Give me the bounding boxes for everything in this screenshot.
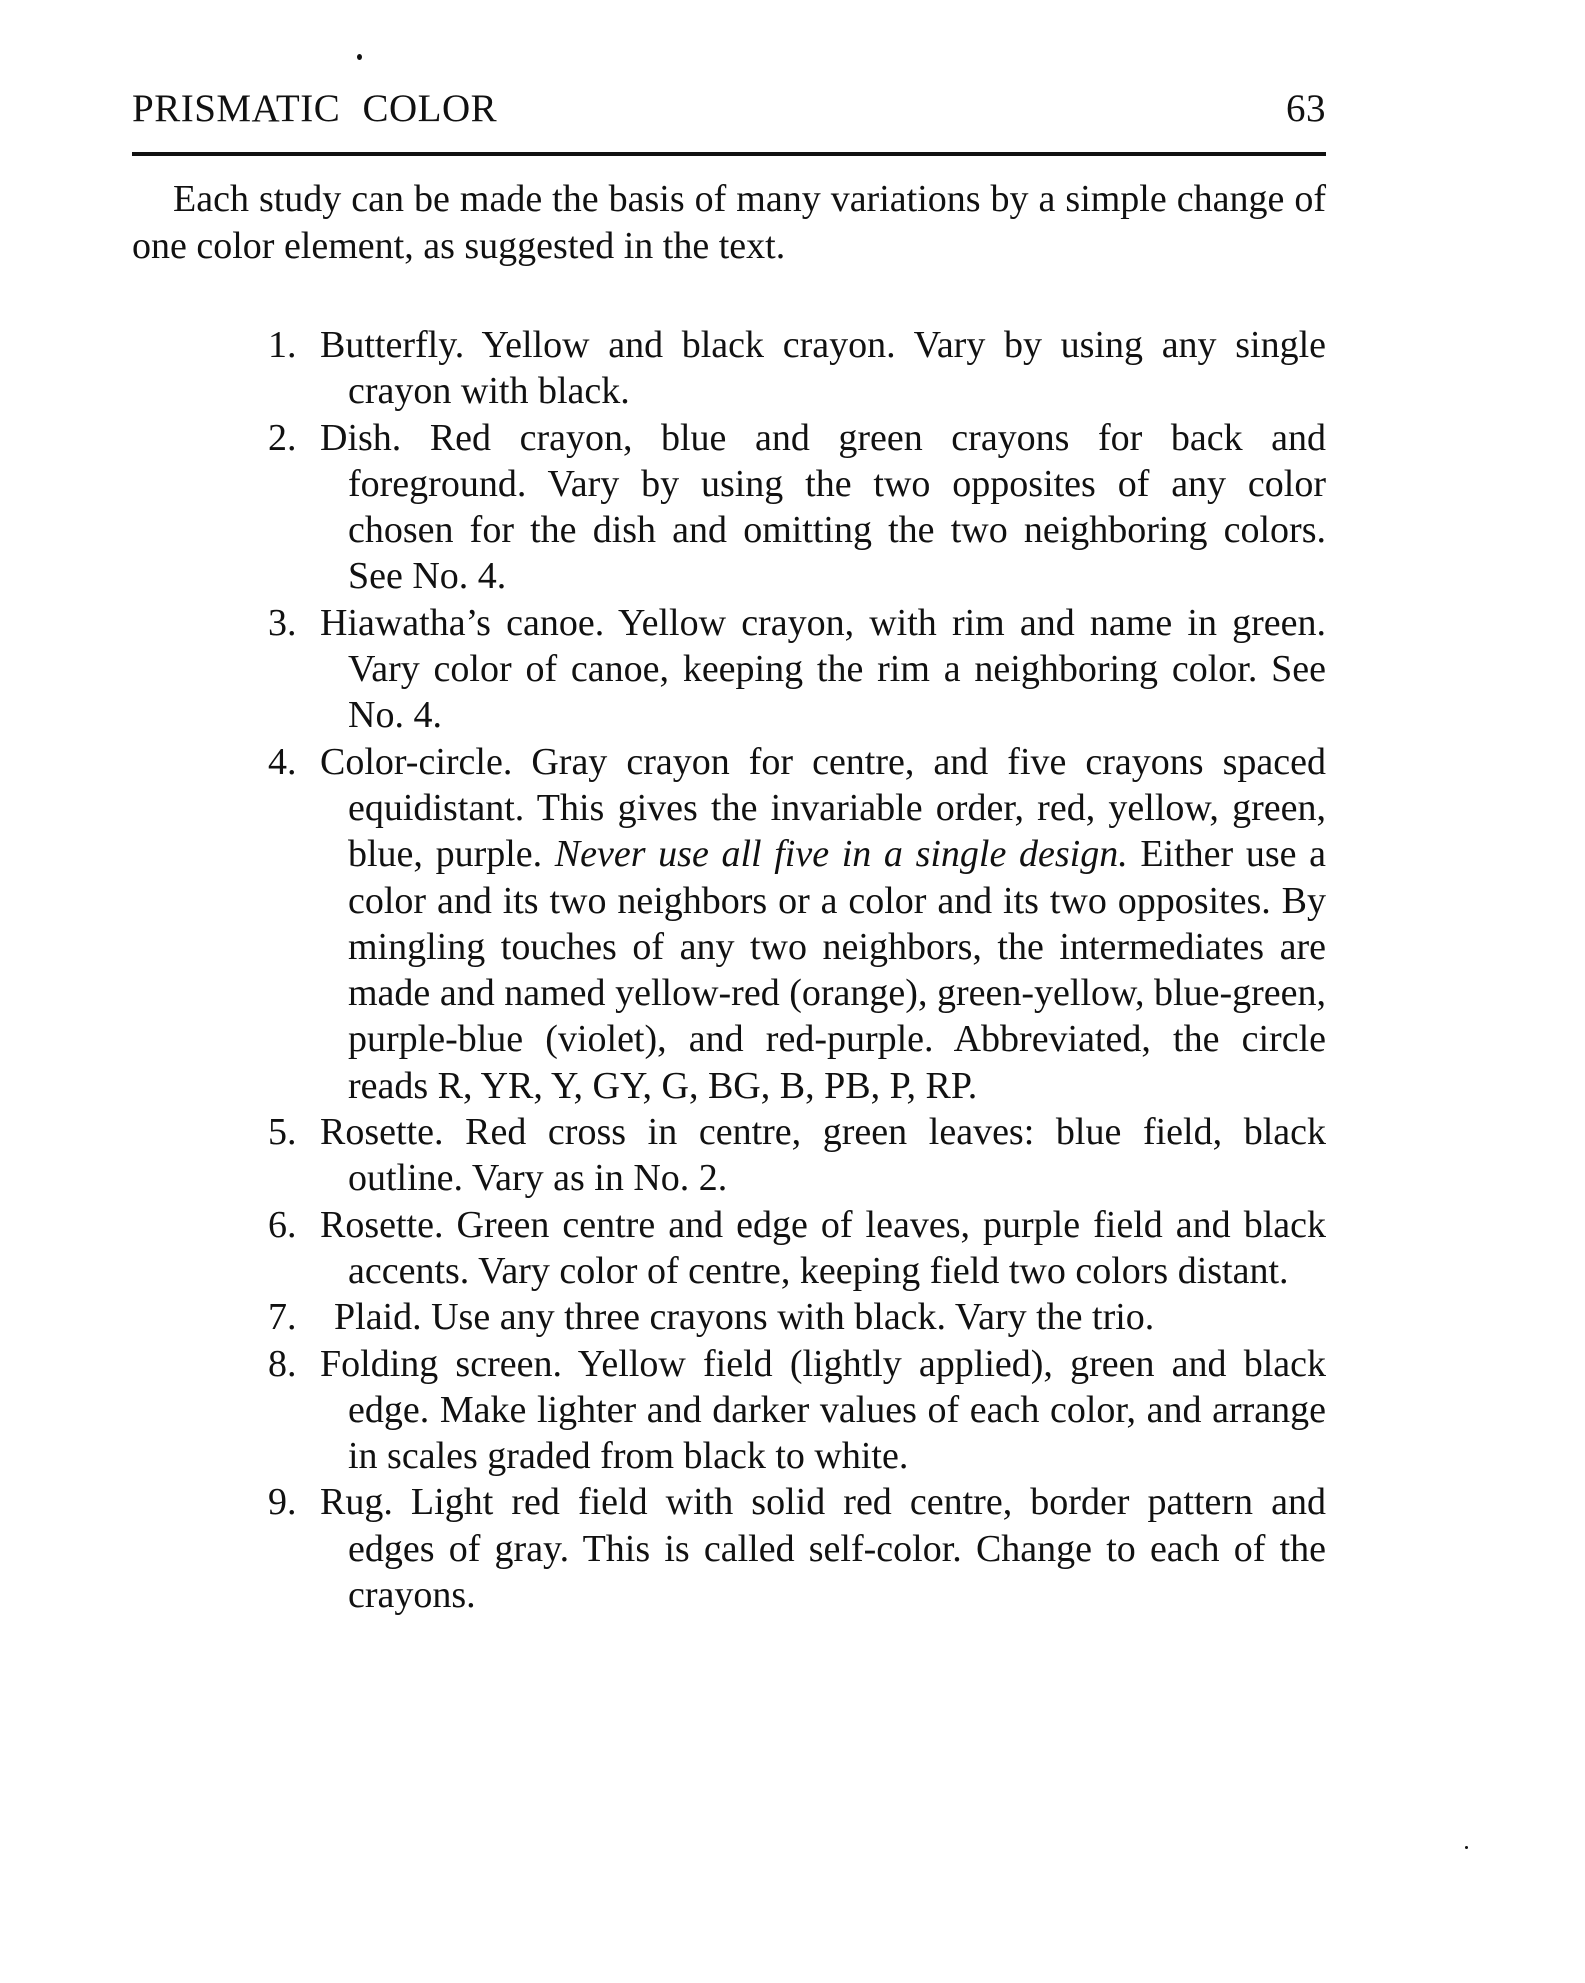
scan-speck [1465,1846,1468,1849]
item-number: 9. [268,1481,297,1524]
page-number: 63 [1286,87,1326,130]
item-number: 5. [268,1111,297,1154]
item-number: 6. [268,1203,297,1246]
item-text: Plaid. Use any three crayons with black. Vary the trio. [334,1296,1155,1339]
study-item-9 [132,1479,1326,1618]
study-item-6 [132,1202,1326,1295]
study-item-2 [132,415,1326,600]
item-text: Rug. Light red field with solid red centre, border pattern and edges of gray. This is called self-color. Change to each of the crayons. [320,1481,1326,1617]
item-text: Rosette. Green centre and edge of leaves, purple field and black accents. Vary color of centre, keeping field two colors distant. [320,1203,1326,1292]
item-text: Butterfly. Yellow and black crayon. Vary by using any single crayon with black. [320,324,1326,413]
item-number: 7. [268,1296,297,1339]
italic-emphasis: Never use all five in a single design. [554,833,1128,876]
running-head [132,84,1326,134]
study-item-8 [132,1341,1326,1480]
item-text: Dish. Red crayon, blue and green crayons for back and foreground. Vary by using the two opposites of any color chosen for the dish and omitting the two neighboring colors. See No. 4. [320,416,1326,598]
study-item-7 [132,1294,1326,1340]
item-text: Folding screen. Yellow field (lightly applied), green and black edge. Make lighter and darker values of each color, and arrange in scales graded from black to white. [320,1342,1326,1478]
item-number: 3. [268,601,297,644]
item-text: Rosette. Red cross in centre, green leaves: blue field, black outline. Vary as in No. 2. [320,1111,1326,1200]
item-text: Color-circle. Gray crayon for centre, and five crayons spaced equidistant. This gives the invariable order, red, yellow, green, blue, purple. [320,740,1326,876]
study-list [132,322,1326,1618]
study-item-4 [132,739,1326,1109]
item-number: 1. [268,324,297,366]
item-number: 8. [268,1342,297,1385]
study-item-3 [132,600,1326,739]
item-text: Hiawatha’s canoe. Yellow crayon, with rim and name in green. Vary color of canoe, keeping the rim a neighboring color. See No. 4. [320,601,1326,737]
item-text-continued: Either use a color and its two neighbors or a color and its two opposites. By mingling touches of any two neighbors, the intermediates are made and named yellow-red (orange), green-yellow, blue-green, purple-blue (violet), and red-purple. Abbreviated, the circle reads R, YR, Y, GY, G, BG, B, PB, P, RP. [348,833,1327,1107]
scan-speck [357,54,362,60]
header-rule [132,152,1326,156]
chapter-title: PRISMATIC COLOR [132,87,498,130]
item-number: 4. [268,740,297,783]
study-item-1 [132,322,1326,415]
intro-paragraph: Each study can be made the basis of many variations by a simple change of one color element, as suggested in the text. [132,178,1326,267]
study-item-5 [132,1109,1326,1202]
item-number: 2. [268,416,297,459]
